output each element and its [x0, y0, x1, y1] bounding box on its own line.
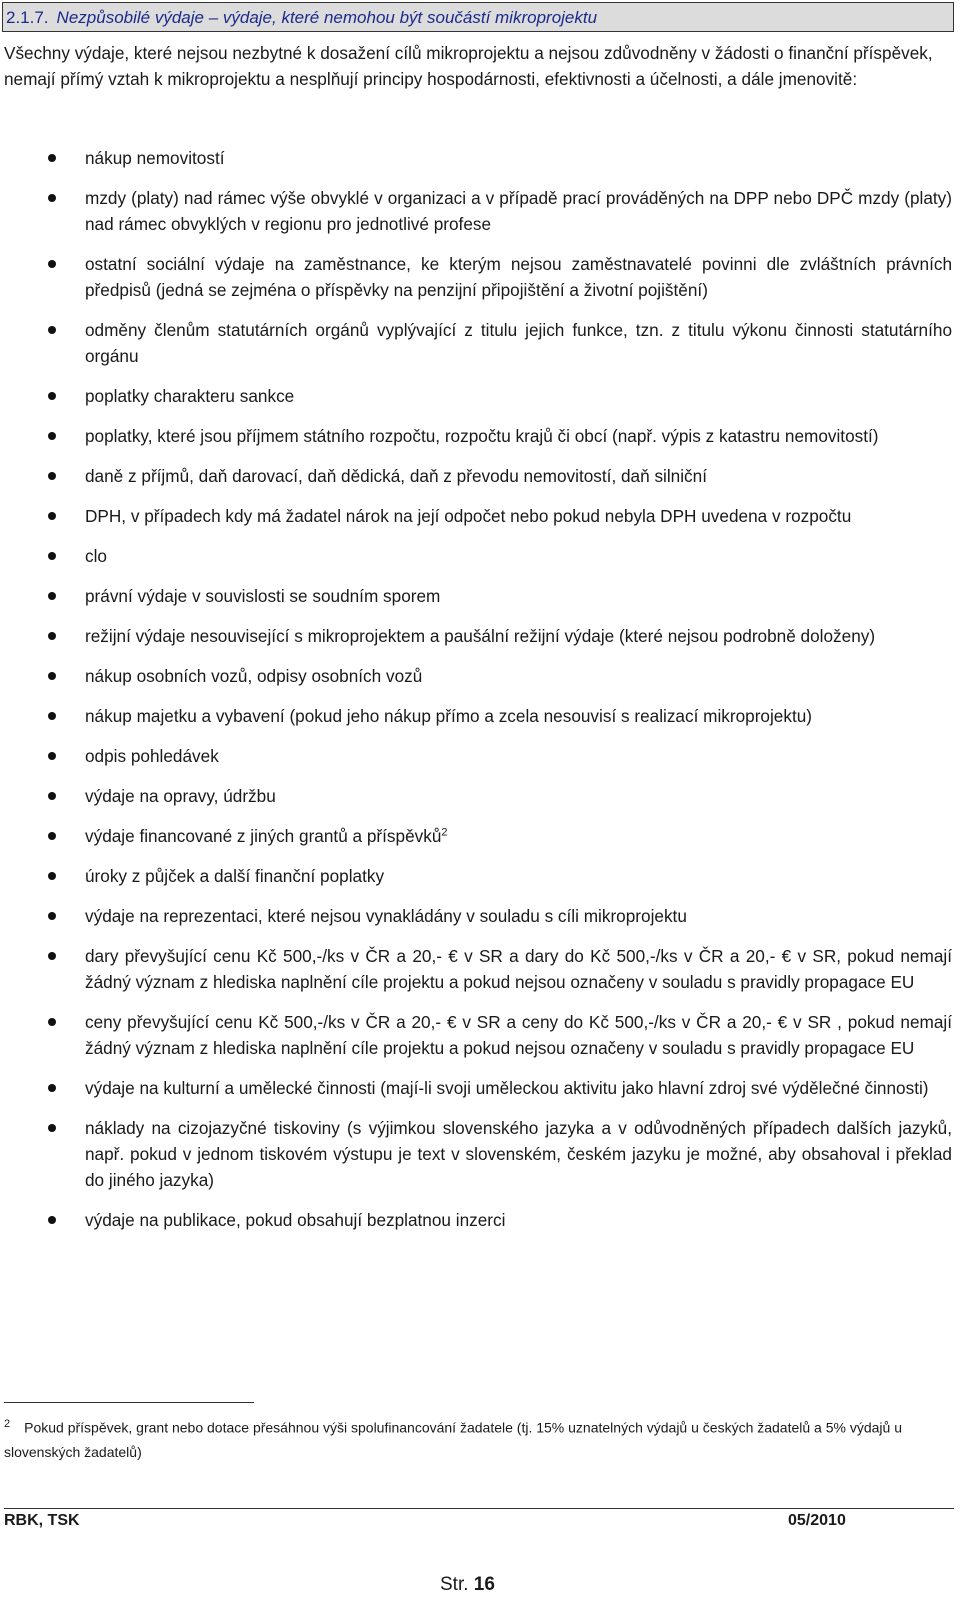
list-item — [4, 1009, 952, 1061]
list-item — [4, 783, 952, 809]
list-item-text: poplatky, které jsou příjmem státního rozpočtu, rozpočtu krajů či obcí (např. výpis z katastru nemovitostí) — [85, 426, 879, 446]
footnote-reference: 2 — [441, 826, 448, 839]
list-item-text: náklady na cizojazyčné tiskoviny (s výjimkou slovenského jazyka a v odůvodněných případech dalších jazyků, např. pokud v jednom tiskovém výstupu je text v slovenském, českém jazyku je možné, aby obsahoval i překlad do jiného jazyka) — [85, 1118, 952, 1190]
list-item — [4, 943, 952, 995]
page-number-value: 16 — [473, 1574, 495, 1595]
list-item — [4, 145, 952, 171]
list-item-text: výdaje na reprezentaci, které nejsou vynakládány v souladu s cíli mikroprojektu — [85, 906, 687, 926]
list-item-text: dary převyšující cenu Kč 500,-/ks v ČR a 20,- € v SR a dary do Kč 500,-/ks v ČR a 20,- € v SR, pokud nemají žádný význam z hlediska naplnění cíle projektu a pokud nejsou označeny v souladu s pravidly propagace EU — [85, 946, 952, 992]
bullet-icon — [48, 260, 56, 268]
list-item — [4, 903, 952, 929]
bullet-icon — [48, 592, 56, 600]
bullet-icon — [48, 952, 56, 960]
bullet-icon — [48, 154, 56, 162]
footnote-separator — [4, 1402, 254, 1403]
bullet-icon — [48, 392, 56, 400]
list-item-text: nákup osobních vozů, odpisy osobních vozů — [85, 666, 423, 686]
list-item — [4, 543, 952, 569]
footnote — [4, 1412, 952, 1464]
list-item-text: clo — [85, 546, 107, 566]
list-item — [4, 185, 952, 237]
bullet-icon — [48, 326, 56, 334]
list-item — [4, 1075, 952, 1101]
list-item — [4, 503, 952, 529]
list-item-text: mzdy (platy) nad rámec výše obvyklé v organizaci a v případě prací prováděných na DPP nebo DPČ mzdy (platy) nad rámec obvyklých v regionu pro jednotlivé profese — [85, 188, 952, 234]
bullet-icon — [48, 1084, 56, 1092]
bullet-icon — [48, 194, 56, 202]
list-item — [4, 823, 952, 849]
list-item-text: úroky z půjček a další finanční poplatky — [85, 866, 385, 886]
bullet-icon — [48, 912, 56, 920]
list-item — [4, 1115, 952, 1193]
list-item — [4, 663, 952, 689]
bullet-icon — [48, 712, 56, 720]
section-title: Nezpůsobilé výdaje – výdaje, které nemohou být součástí mikroprojektu — [56, 8, 598, 27]
bullet-icon — [48, 512, 56, 520]
bullet-icon — [48, 672, 56, 680]
list-item — [4, 463, 952, 489]
footnote-text: Pokud příspěvek, grant nebo dotace přesáhnou výši spolufinancování žadatele (tj. 15% uznatelných výdajů u českých žadatelů a 5% výdajů u slovenských žadatelů) — [4, 1419, 903, 1460]
section-heading — [2, 2, 954, 32]
list-item-text: nákup majetku a vybavení (pokud jeho nákup přímo a zcela nesouvisí s realizací mikroprojektu) — [85, 706, 813, 726]
list-item — [4, 423, 952, 449]
bullet-icon — [48, 832, 56, 840]
bullet-icon — [48, 872, 56, 880]
list-item-text: ceny převyšující cenu Kč 500,-/ks v ČR a 20,- € v SR a ceny do Kč 500,-/ks v ČR a 20,- € v SR , pokud nemají žádný význam z hlediska naplnění cíle projektu a pokud nejsou označeny v souladu s pravidly propagace EU — [85, 1012, 952, 1058]
list-item — [4, 1207, 952, 1233]
list-item-text: výdaje financované z jiných grantů a příspěvků — [85, 826, 442, 846]
bullet-icon — [48, 632, 56, 640]
bullet-icon — [48, 552, 56, 560]
bullet-icon — [48, 432, 56, 440]
list-item-text: režijní výdaje nesouvisející s mikroprojektem a paušální režijní výdaje (které nejsou podrobně doloženy) — [85, 626, 876, 646]
page-number — [440, 1574, 495, 1596]
list-item-text: daně z příjmů, daň darovací, daň dědická, daň z převodu nemovitostí, daň silniční — [85, 466, 707, 486]
list-item — [4, 251, 952, 303]
bullet-icon — [48, 752, 56, 760]
list-item-text: nákup nemovitostí — [85, 148, 225, 168]
list-item-text: DPH, v případech kdy má žadatel nárok na její odpočet nebo pokud nebyla DPH uvedena v rozpočtu — [85, 506, 852, 526]
bullet-icon — [48, 472, 56, 480]
list-item-text: odměny členům statutárních orgánů vyplývající z titulu jejich funkce, tzn. z titulu výkonu činnosti statutárního orgánu — [85, 320, 952, 366]
list-item — [4, 317, 952, 369]
section-number: 2.1.7. — [6, 8, 49, 27]
list-item-text: výdaje na publikace, pokud obsahují bezplatnou inzerci — [85, 1210, 506, 1230]
list-item — [4, 383, 952, 409]
intro-paragraph: Všechny výdaje, které nejsou nezbytné k dosažení cílů mikroprojektu a nejsou zdůvodněny v žádosti o finanční příspěvek, nemají přímý vztah k mikroprojektu a nesplňují principy hospodárnosti, efektivnosti a účelnosti, a dále jmenovitě: — [4, 43, 933, 89]
footer-separator — [4, 1508, 954, 1509]
list-item — [4, 703, 952, 729]
footer-author: RBK, TSK — [4, 1512, 80, 1529]
page-label: Str. — [440, 1574, 469, 1595]
list-item — [4, 863, 952, 889]
list-item-text: výdaje na kulturní a umělecké činnosti (mají-li svoji uměleckou aktivitu jako hlavní zdroj své výdělečné činnosti) — [85, 1078, 929, 1098]
list-item-text: právní výdaje v souvislosti se soudním sporem — [85, 586, 441, 606]
ineligible-expenses-list — [4, 145, 952, 1247]
bullet-icon — [48, 792, 56, 800]
list-item-text: poplatky charakteru sankce — [85, 386, 295, 406]
bullet-icon — [48, 1124, 56, 1132]
list-item-text: odpis pohledávek — [85, 746, 219, 766]
list-item — [4, 623, 952, 649]
list-item-text: výdaje na opravy, údržbu — [85, 786, 276, 806]
bullet-icon — [48, 1018, 56, 1026]
footer-date: 05/2010 — [788, 1512, 846, 1529]
bullet-icon — [48, 1216, 56, 1224]
list-item-text: ostatní sociální výdaje na zaměstnance, ke kterým nejsou zaměstnavatelé povinni dle zvláštních právních předpisů (jedná se zejména o příspěvky na penzijní připojištění a životní pojištění) — [85, 254, 952, 300]
footnote-mark: 2 — [4, 1418, 11, 1430]
list-item — [4, 583, 952, 609]
list-item — [4, 743, 952, 769]
